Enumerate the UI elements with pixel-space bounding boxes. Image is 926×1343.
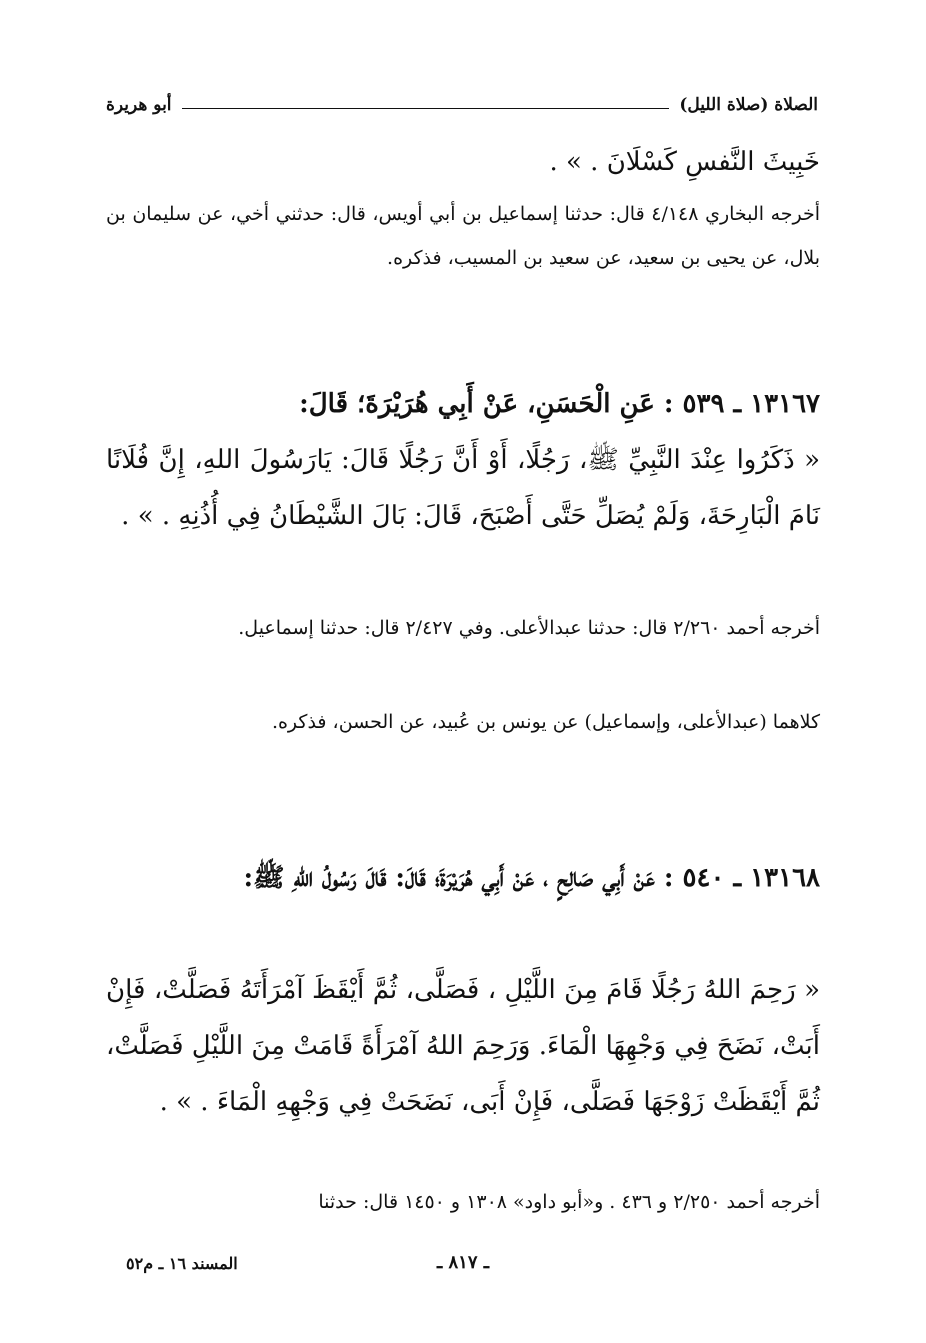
previous-takhrij: أخرجه البخاري ٤/١٤٨ قال: حدثنا إسماعيل بن أبي أويس، قال: حدثني أخي، عن سليمان بن بلال، عن يحيى بن سعيد، عن سعيد بن المسيب، فذكره. <box>106 203 821 269</box>
hadith-540-matn: « رَحِمَ اللهُ رَجُلًا قَامَ مِنَ اللَّيْلِ ، فَصَلَّى، ثُمَّ أَيْقَظَ آمْرَأَتَهُ فَصَلَّتْ، فَإِنْ أَبَتْ، نَضَحَ فِي وَجْهِهَا الْمَاءَ. وَرَحِمَ اللهُ آمْرَأَةً قَامَتْ مِنَ اللَّيْلِ فَصَلَّتْ، ثُمَّ أَيْقَظَتْ زَوْجَهَا فَصَلَّى، فَإِنْ أَبَى، نَضَحَتْ فِي وَجْهِهِ الْمَاءَ . » . <box>106 975 820 1117</box>
hadith-539-takhrij-1: أخرجه أحمد ٢/٢٦٠ قال: حدثنا عبدالأعلى. وفي ٢/٤٢٧ قال: حدثنا إسماعيل. <box>238 617 820 639</box>
hadith-539-takhrij-2: كلاهما (عبدالأعلى، وإسماعيل) عن يونس بن عُبيد، عن الحسن، فذكره. <box>271 711 820 733</box>
header-chapter-title: الصلاة (صلاة الليل) <box>679 95 818 115</box>
continuation-matn: خَبِيثَ النَّفسِ كَسْلَانَ . » . <box>549 147 820 177</box>
volume-signature: المسند ١٦ ـ م٥٢ <box>126 1254 238 1273</box>
hadith-539-heading: ١٣١٦٧ ـ ٥٣٩ : عَنِ الْحَسَنِ، عَنْ أَبِي هُرَيْرَةَ؛ قَالَ: <box>299 389 820 419</box>
hadith-540-takhrij: أخرجه أحمد ٢/٢٥٠ و ٤٣٦ . و«أبو داود» ١٣٠٨ و ١٤٥٠ قال: حدثنا <box>318 1191 820 1213</box>
header-rule <box>182 108 670 109</box>
header-narrator-name: أبو هريرة <box>106 95 172 115</box>
running-header <box>106 88 818 122</box>
page-number: ـ ٨١٧ ـ <box>436 1252 490 1273</box>
hadith-539-matn: « ذَكَرُوا عِنْدَ النَّبِيِّ ﷺ، رَجُلًا، أَوْ أَنَّ رَجُلًا قَالَ: يَارَسُولَ اللهِ، إِنَّ فُلَانًا نَامَ الْبَارِحَةَ، وَلَمْ يُصَلِّ حَتَّى أَصْبَحَ، قَالَ: بَالَ الشَّيْطَانُ فِي أُذُنِهِ . » . <box>106 445 820 531</box>
page-footer <box>106 1252 820 1282</box>
hadith-540-heading: ١٣١٦٨ ـ ٥٤٠ : عَنْ أَبِي صَالِحٍ ، عَنْ أَبِي هُرَيْرَةَ؛ قَالَ: قَالَ رَسُولُ اللهِ ﷺ: <box>243 863 820 893</box>
